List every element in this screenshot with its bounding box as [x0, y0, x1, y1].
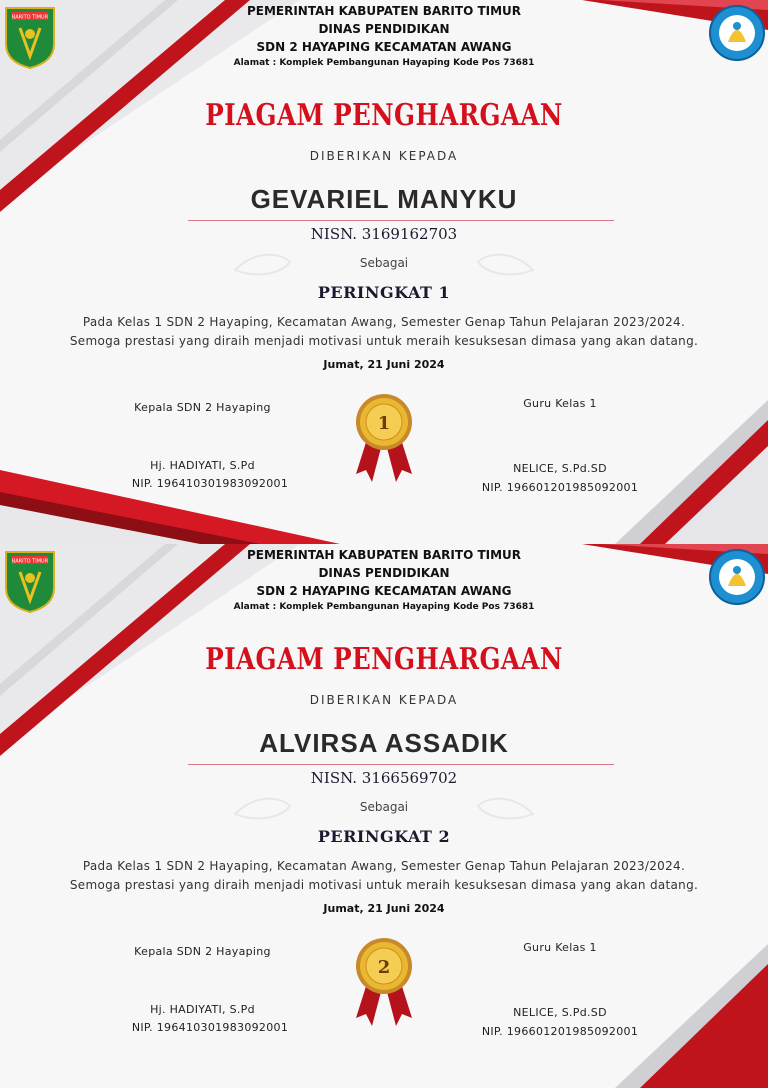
name-underline — [188, 764, 614, 765]
header-agency: DINAS PENDIDIKAN — [318, 566, 450, 580]
teacher-title: Guru Kelas 1 — [523, 397, 597, 410]
given-to-label: DIBERIKAN KEPADA — [309, 693, 459, 707]
as-label: Sebagai — [359, 256, 409, 270]
medal-number: 1 — [377, 413, 391, 434]
header-agency: DINAS PENDIDIKAN — [318, 22, 450, 36]
header-government: PEMERINTAH KABUPATEN BARITO TIMUR — [246, 4, 522, 18]
teacher-name: NELICE, S.Pd.SD — [513, 462, 607, 475]
student-nisn: NISN. 3166569702 — [310, 769, 458, 787]
body-text-line-2: Semoga prestasi yang diraih menjadi motivasi untuk meraih kesuksesan dimasa yang akan datang. — [69, 334, 699, 348]
principal-name: Hj. HADIYATI, S.Pd — [150, 1003, 255, 1016]
header-school: SDN 2 HAYAPING KECAMATAN AWANG — [256, 584, 512, 598]
logo-lettering: BARITO TIMUR — [11, 558, 49, 565]
principal-nip: NIP. 196410301983092001 — [131, 1021, 289, 1034]
teacher-nip: NIP. 196601201985092001 — [481, 481, 639, 494]
rank-label: PERINGKAT 1 — [317, 283, 451, 302]
principal-name: Hj. HADIYATI, S.Pd — [150, 459, 255, 472]
as-label: Sebagai — [359, 800, 409, 814]
body-text-line-1: Pada Kelas 1 SDN 2 Hayaping, Kecamatan Awang, Semester Genap Tahun Pelajaran 2023/2024. — [82, 315, 686, 329]
name-underline — [188, 220, 614, 221]
certificate-title: PIAGAM PENGHARGAAN — [205, 642, 563, 677]
principal-title: Kepala SDN 2 Hayaping — [134, 401, 271, 414]
certificate-date: Jumat, 21 Juni 2024 — [323, 902, 445, 915]
principal-title: Kepala SDN 2 Hayaping — [134, 945, 271, 958]
student-name: ALVIRSA ASSADIK — [259, 728, 509, 758]
header-government: PEMERINTAH KABUPATEN BARITO TIMUR — [246, 548, 522, 562]
medal-icon — [352, 936, 416, 1032]
logo-lettering: BARITO TIMUR — [11, 14, 49, 21]
given-to-label: DIBERIKAN KEPADA — [309, 149, 459, 163]
student-nisn: NISN. 3169162703 — [310, 225, 458, 243]
teacher-name: NELICE, S.Pd.SD — [513, 1006, 607, 1019]
header-school: SDN 2 HAYAPING KECAMATAN AWANG — [256, 40, 512, 54]
principal-nip: NIP. 196410301983092001 — [131, 477, 289, 490]
student-name: GEVARIEL MANYKU — [250, 184, 518, 214]
teacher-nip: NIP. 196601201985092001 — [481, 1025, 639, 1038]
certificate-title: PIAGAM PENGHARGAAN — [205, 98, 563, 133]
medal-number: 2 — [377, 957, 391, 978]
teacher-title: Guru Kelas 1 — [523, 941, 597, 954]
body-text-line-2: Semoga prestasi yang diraih menjadi motivasi untuk meraih kesuksesan dimasa yang akan datang. — [69, 878, 699, 892]
certificate-2 — [0, 544, 768, 1088]
body-text-line-1: Pada Kelas 1 SDN 2 Hayaping, Kecamatan Awang, Semester Genap Tahun Pelajaran 2023/2024. — [82, 859, 686, 873]
rank-label: PERINGKAT 2 — [317, 827, 451, 846]
header-address: Alamat : Komplek Pembangunan Hayaping Kode Pos 73681 — [233, 602, 535, 612]
medal-icon — [352, 392, 416, 488]
certificate-date: Jumat, 21 Juni 2024 — [323, 358, 445, 371]
header-address: Alamat : Komplek Pembangunan Hayaping Kode Pos 73681 — [233, 58, 535, 68]
